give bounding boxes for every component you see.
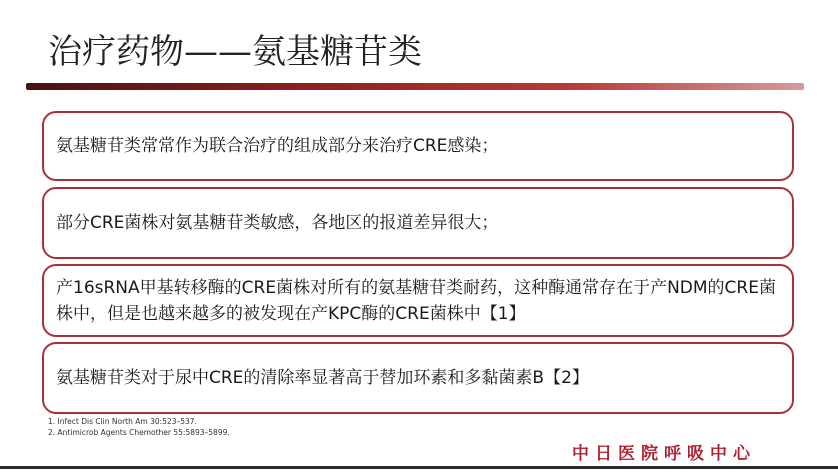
bullet-text-4: 氨基糖苷类对于尿中CRE的清除率显著高于替加环素和多黏菌素B【2】: [56, 368, 589, 388]
bullet-box-4: [42, 342, 794, 414]
bullet-box-2: [42, 187, 794, 259]
bullet-text-3: 产16sRNA甲基转移酶的CRE菌株对所有的氨基糖苷类耐药，这种酶通常存在于产NDM的CRE菌株中，但是也越来越多的被发现在产KPC酶的CRE菌株中【1】: [56, 277, 776, 324]
reference-2: 2. Antimicrob Agents Chemother 55:5893–5899.: [48, 428, 230, 437]
slide-title: 治疗药物——氨基糖苷类: [48, 32, 422, 72]
bullet-text-1: 氨基糖苷类常常作为联合治疗的组成部分来治疗CRE感染；: [56, 136, 499, 156]
references: [48, 416, 230, 438]
bullet-box-3: [42, 264, 794, 337]
bullet-box-1: [42, 111, 794, 181]
title-underline: [26, 83, 804, 90]
footer-line: [0, 466, 838, 469]
reference-1: 1. Infect Dis Clin North Am 30:523–537.: [48, 417, 197, 426]
footer-brand-logo: 中日医院呼吸中心: [572, 444, 756, 464]
bullet-text-2: 部分CRE菌株对氨基糖苷类敏感，各地区的报道差异很大；: [56, 213, 499, 233]
